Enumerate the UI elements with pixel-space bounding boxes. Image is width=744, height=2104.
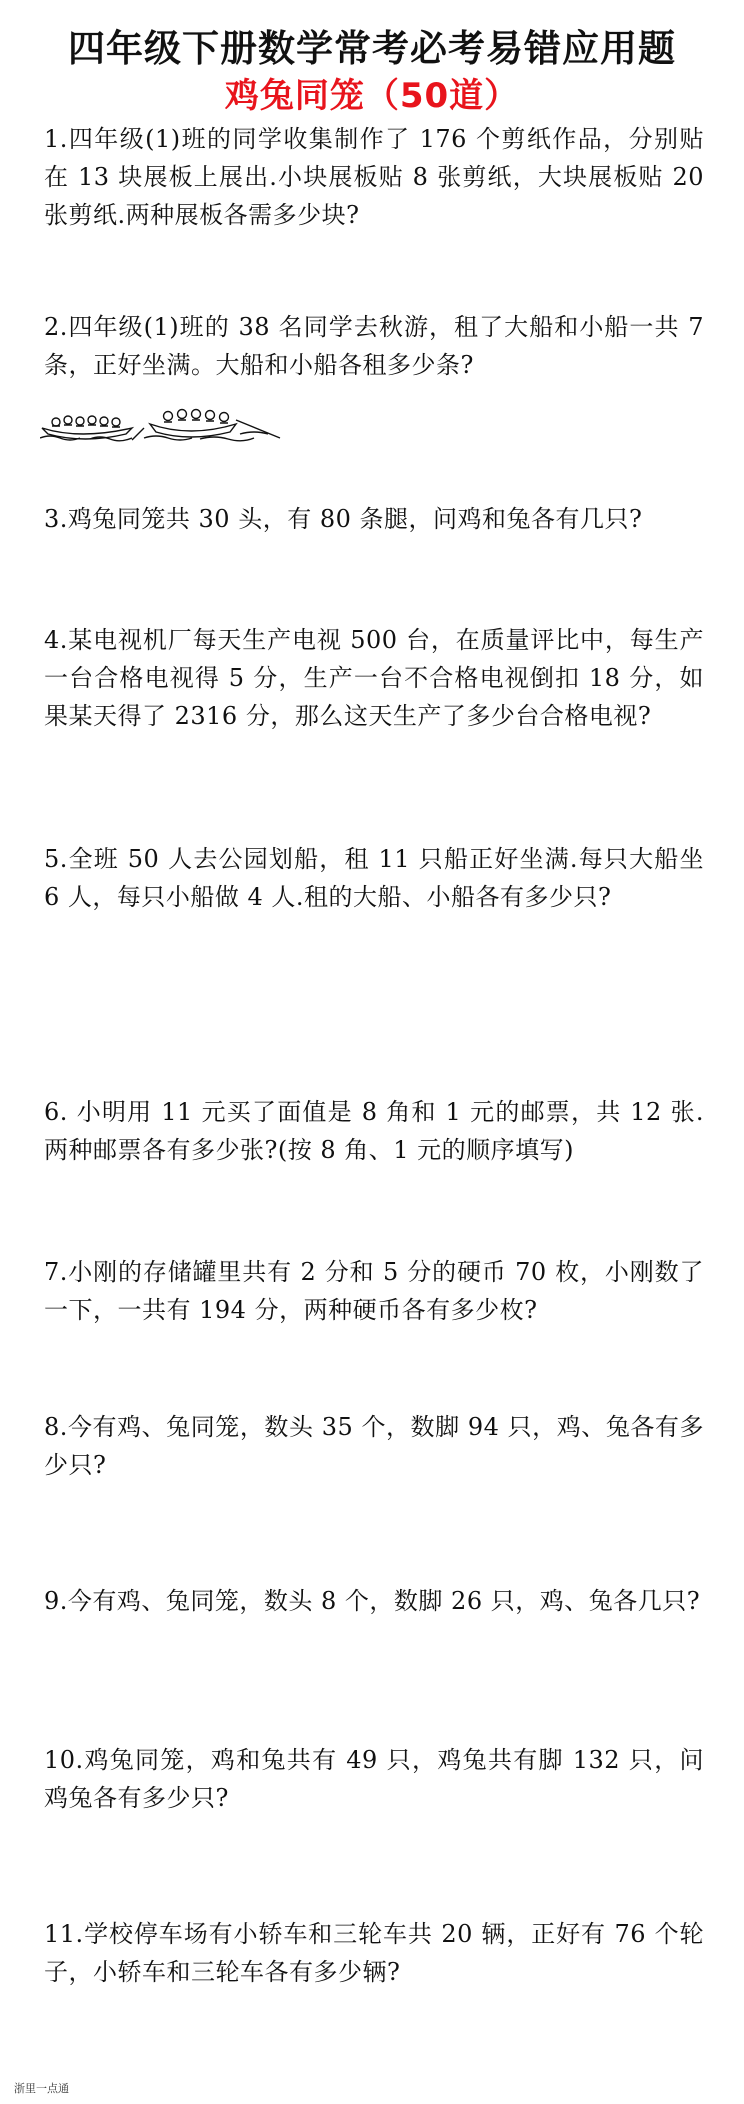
question-5: 5.全班 50 人去公园划船，租 11 只船正好坐满.每只大船坐 6 人，每只小船做 4 人.租的大船、小船各有多少只?: [44, 845, 704, 911]
rowing-boats-illustration: [40, 398, 282, 442]
question-3: 3.鸡兔同笼共 30 头，有 80 条腿，问鸡和兔各有几只?: [44, 505, 643, 533]
question-8: 8.今有鸡、兔同笼，数头 35 个，数脚 94 只，鸡、兔各有多少只?: [44, 1413, 704, 1479]
question-2: 2.四年级(1)班的 38 名同学去秋游，租了大船和小船一共 7 条，正好坐满。大船和小船各租多少条?: [44, 313, 704, 379]
question-6: 6. 小明用 11 元买了面值是 8 角和 1 元的邮票，共 12 张.两种邮票各有多少张?(按 8 角、1 元的顺序填写): [44, 1098, 704, 1164]
question-10: 10.鸡兔同笼，鸡和兔共有 49 只，鸡兔共有脚 132 只，问鸡兔各有多少只?: [44, 1746, 704, 1812]
footer-watermark: 浙里一点通: [14, 2082, 69, 2095]
question-7: 7.小刚的存储罐里共有 2 分和 5 分的硬币 70 枚，小刚数了一下，一共有 194 分，两种硬币各有多少枚?: [44, 1258, 704, 1324]
page-subtitle: 鸡兔同笼（50道）: [224, 76, 520, 116]
question-1: 1.四年级(1)班的同学收集制作了 176 个剪纸作品，分别贴在 13 块展板上展出.小块展板贴 8 张剪纸，大块展板贴 20 张剪纸.两种展板各需多少块?: [44, 125, 704, 229]
question-9: 9.今有鸡、兔同笼，数头 8 个，数脚 26 只，鸡、兔各几只?: [44, 1587, 701, 1615]
question-4: 4.某电视机厂每天生产电视 500 台，在质量评比中，每生产一台合格电视得 5 分，生产一台不合格电视倒扣 18 分，如果某天得了 2316 分，那么这天生产了多少台合格电视?: [44, 626, 704, 730]
page-title: 四年级下册数学常考必考易错应用题: [68, 27, 676, 70]
question-11: 11.学校停车场有小轿车和三轮车共 20 辆，正好有 76 个轮子，小轿车和三轮车各有多少辆?: [44, 1920, 704, 1986]
